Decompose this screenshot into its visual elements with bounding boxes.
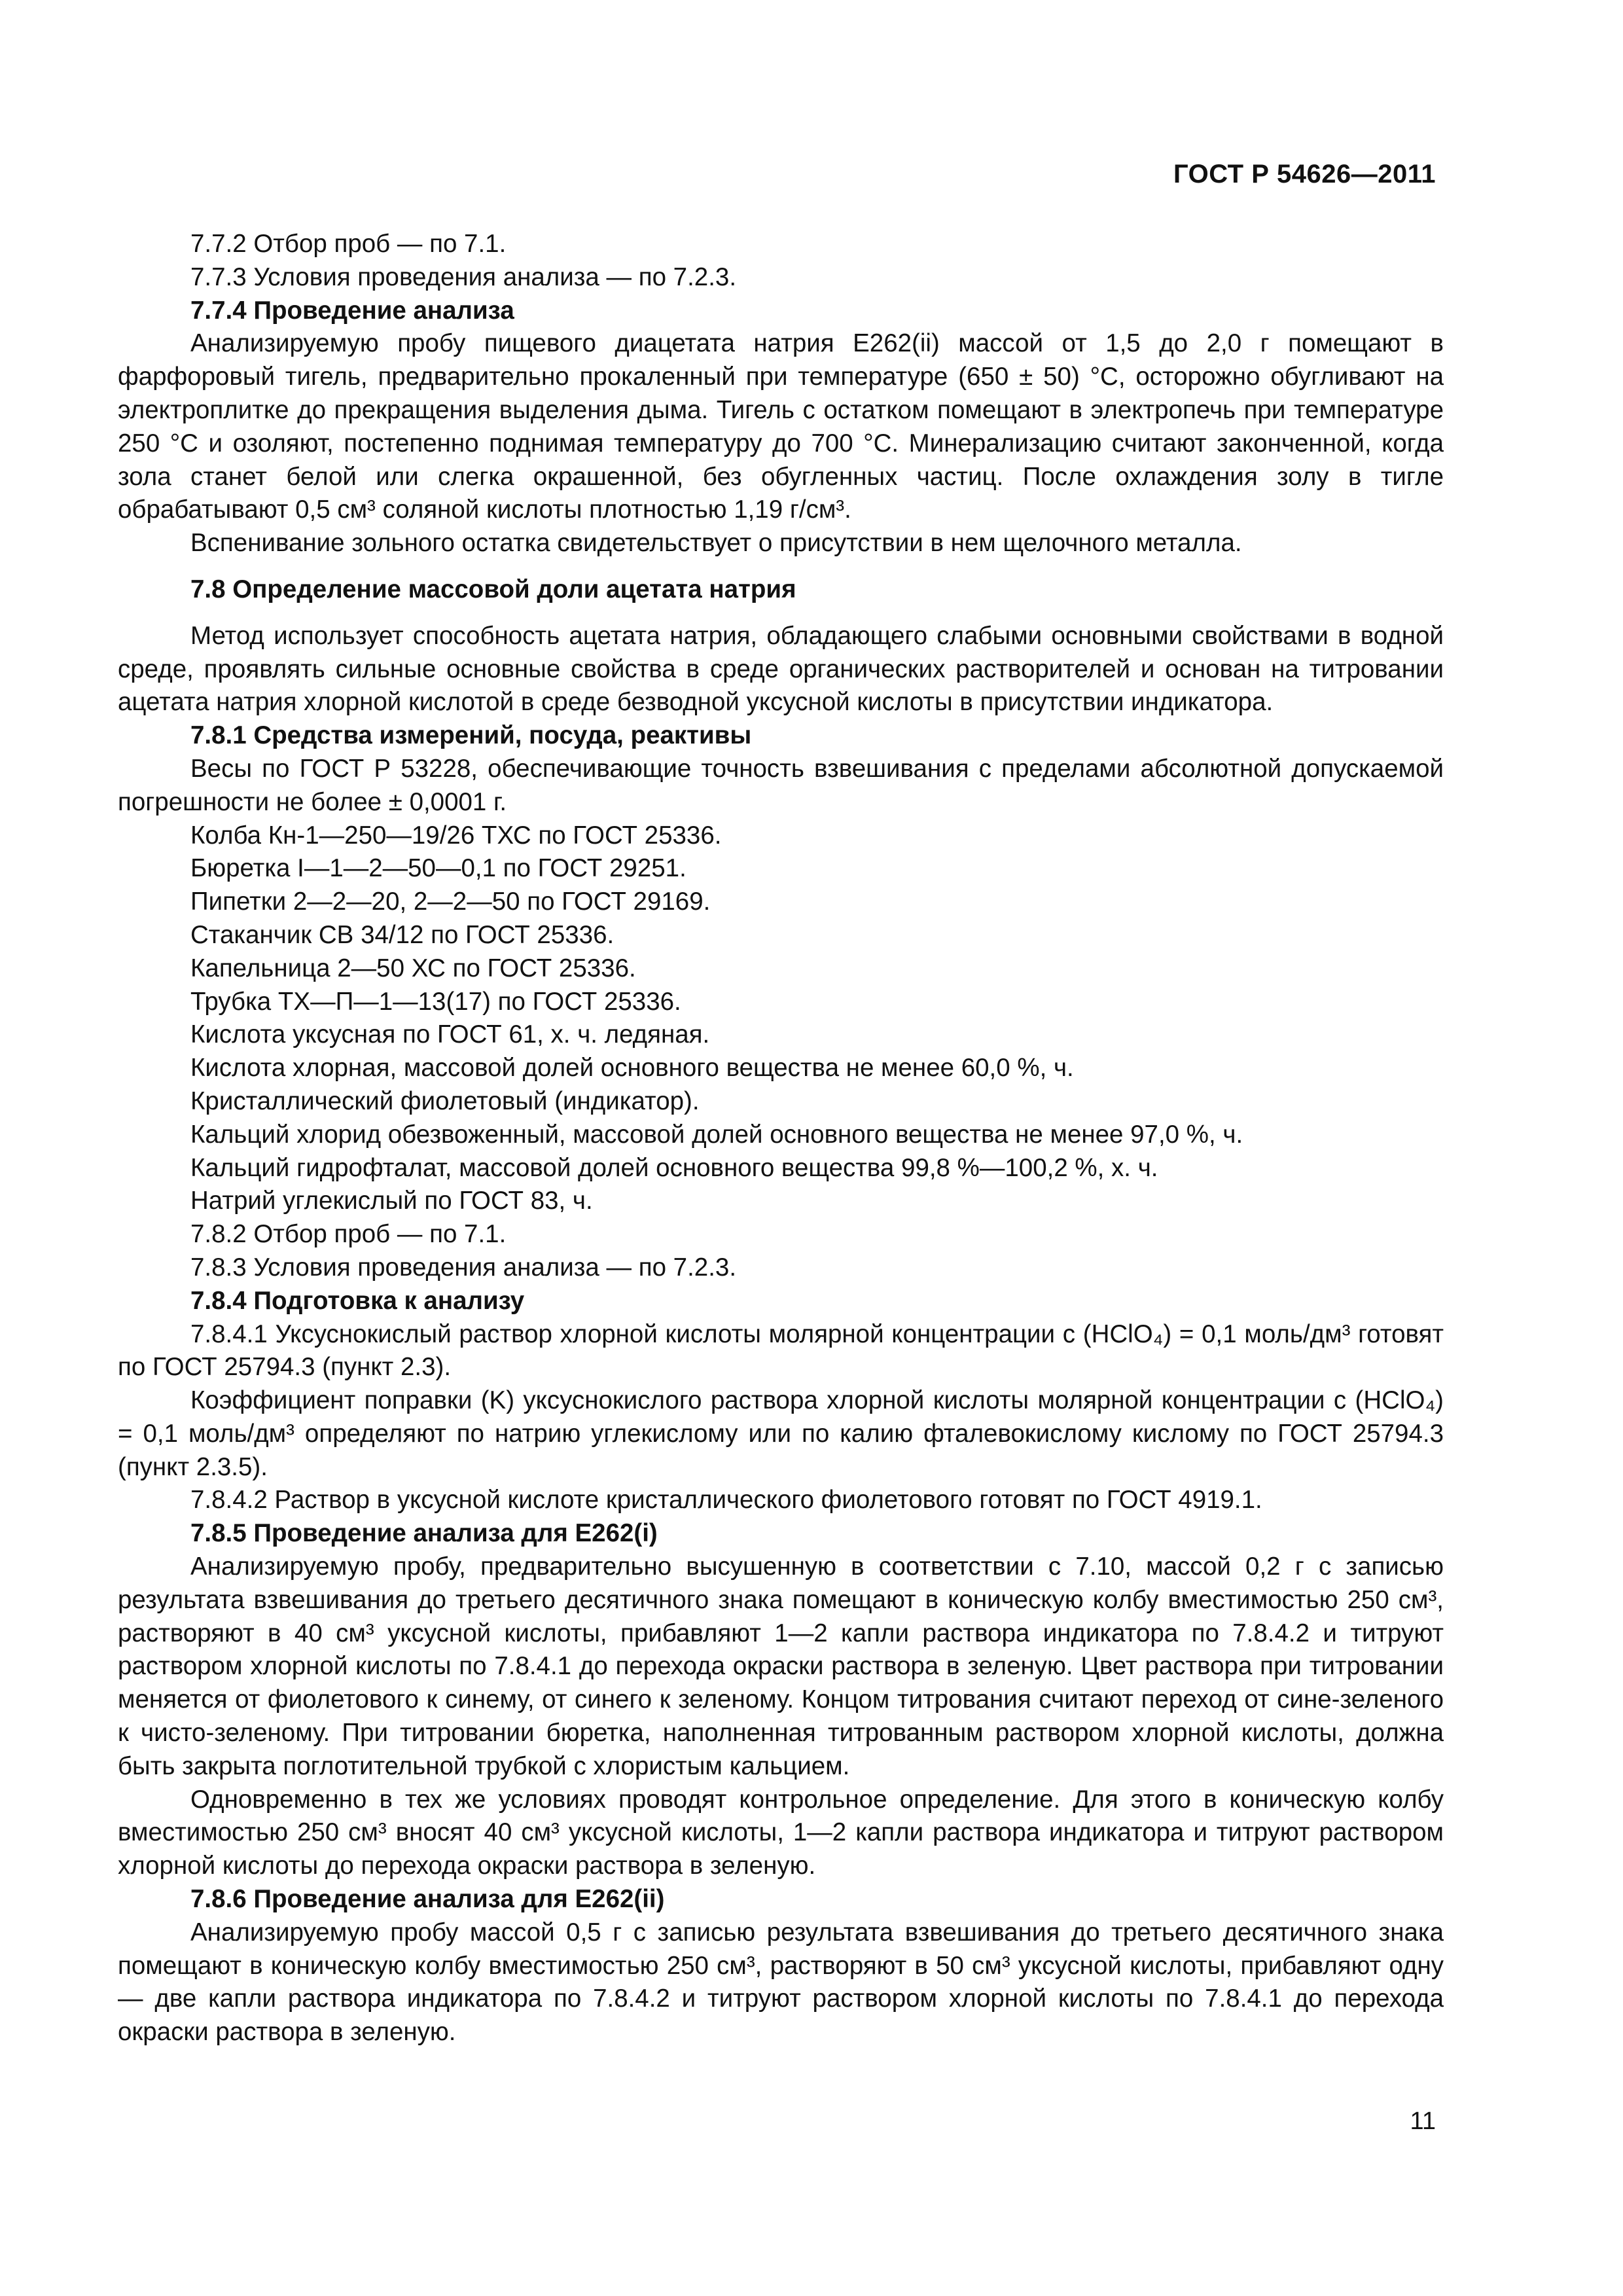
section-heading: 7.7.4 Проведение анализа (190, 296, 514, 325)
section-heading: 7.8.1 Средства измерений, посуда, реактивы (190, 721, 752, 750)
list-item: Трубка ТХ—П—1—13(17) по ГОСТ 25336. (190, 987, 681, 1016)
paragraph: 7.8.4.1 Уксуснокислый раствор хлорной кислоты молярной концентрации c (HClO₄) = 0,1 моль/дм³ готовят по ГОСТ 25794.3 (пункт 2.3). (118, 1319, 1444, 1382)
paragraph: 7.8.2 Отбор проб — по 7.1. (190, 1220, 507, 1249)
document-body (118, 228, 1444, 2049)
page-number: 11 (1410, 2108, 1436, 2135)
paragraph: Анализируемую пробу, предварительно высушенную в соответствии с 7.10, массой 0,2 г с записью результата взвешивания до третьего десятичного знака помещают в коническую колбу вместимостью 250 см³, растворяют в 40 см³ уксусной кислоты, прибавляют 1—2 капли раствора индикатора по 7.8.4.2 и титруют раствором хлорной кислоты по 7.8.4.1 до перехода окраски раствора в зеленую. Цвет раствора при титровании меняется от фиолетового к синему, от синего к зеленому. Концом титрования считают переход от сине-зеленого к чисто-зеленому. При титровании бюретка, наполненная титрованным раствором хлорной кислоты, должна быть закрыта поглотительной трубкой с хлористым кальцием. (118, 1552, 1444, 1780)
list-item: Кристаллический фиолетовый (индикатор). (190, 1086, 700, 1115)
paragraph: 7.7.3 Условия проведения анализа — по 7.2.3. (190, 262, 737, 291)
list-item: Кислота хлорная, массовой долей основного вещества не менее 60,0 %, ч. (190, 1054, 1074, 1083)
paragraph: Весы по ГОСТ Р 53228, обеспечивающие точность взвешивания с пределами абсолютной допускаемой погрешности не более ± 0,0001 г. (118, 754, 1444, 816)
section-heading: 7.8 Определение массовой доли ацетата натрия (190, 575, 796, 603)
paragraph: Одновременно в тех же условиях проводят контрольное определение. Для этого в коническую колбу вместимостью 250 см³ вносят 40 см³ уксусной кислоты, 1—2 капли раствора индикатора и титруют раствором хлорной кислоты до перехода окраски раствора в зеленую. (118, 1785, 1444, 1880)
list-item: Капельница 2—50 ХС по ГОСТ 25336. (190, 954, 636, 982)
paragraph: Вспенивание зольного остатка свидетельствует о присутствии в нем щелочного металла. (190, 529, 1242, 558)
paragraph: 7.7.2 Отбор проб — по 7.1. (190, 230, 507, 258)
paragraph: 7.8.3 Условия проведения анализа — по 7.2.3. (190, 1253, 737, 1282)
list-item: Бюретка I—1—2—50—0,1 по ГОСТ 29251. (190, 854, 687, 883)
section-heading: 7.8.4 Подготовка к анализу (190, 1286, 525, 1315)
paragraph: Коэффициент поправки (K) уксуснокислого раствора хлорной кислоты молярной концентрации c (HClO₄) = 0,1 моль/дм³ определяют по натрию углекислому или по калию фталевокислому кислому по ГОСТ 25794.3 (пункт 2.3.5). (118, 1386, 1444, 1481)
paragraph: Анализируемую пробу массой 0,5 г с записью результата взвешивания до третьего десятичного знака помещают в коническую колбу вместимостью 250 см³, растворяют в 50 см³ уксусной кислоты, прибавляют одну — две капли раствора индикатора по 7.8.4.2 и титруют раствором хлорной кислоты по 7.8.4.1 до перехода окраски раствора в зеленую. (118, 1918, 1444, 2047)
list-item: Пипетки 2—2—20, 2—2—50 по ГОСТ 29169. (190, 888, 711, 916)
section-heading: 7.8.6 Проведение анализа для Е262(ii) (190, 1885, 665, 1914)
section-heading: 7.8.5 Проведение анализа для Е262(i) (190, 1519, 658, 1548)
list-item: Кальций хлорид обезвоженный, массовой долей основного вещества не менее 97,0 %, ч. (190, 1120, 1243, 1149)
paragraph: Метод использует способность ацетата натрия, обладающего слабыми основными свойствами в водной среде, проявлять сильные основные свойства в среде органических растворителей и основан на титровании ацетата натрия хлорной кислотой в среде безводной уксусной кислоты в присутствии индикатора. (118, 621, 1444, 717)
document-code-header: ГОСТ Р 54626—2011 (1173, 160, 1436, 188)
list-item: Колба Кн-1—250—19/26 ТХС по ГОСТ 25336. (190, 821, 722, 850)
list-item: Кальций гидрофталат, массовой долей основного вещества 99,8 %—100,2 %, х. ч. (190, 1153, 1158, 1182)
paragraph: Анализируемую пробу пищевого диацетата натрия Е262(ii) массой от 1,5 до 2,0 г помещают в фарфоровый тигель, предварительно прокаленный при температуре (650 ± 50) °С, осторожно обугливают на электроплитке до прекращения выделения дыма. Тигель с остатком помещают в электропечь при температуре 250 °С и озоляют, постепенно поднимая температуру до 700 °С. Минерализацию считают законченной, когда зола станет белой или слегка окрашенной, без обугленных частиц. После охлаждения золу в тигле обрабатывают 0,5 см³ соляной кислоты плотностью 1,19 г/см³. (118, 329, 1444, 524)
list-item: Стаканчик СВ 34/12 по ГОСТ 25336. (190, 920, 615, 949)
list-item: Натрий углекислый по ГОСТ 83, ч. (190, 1187, 593, 1215)
paragraph: 7.8.4.2 Раствор в уксусной кислоте кристаллического фиолетового готовят по ГОСТ 4919.1. (190, 1486, 1262, 1515)
list-item: Кислота уксусная по ГОСТ 61, х. ч. ледяная. (190, 1020, 710, 1049)
